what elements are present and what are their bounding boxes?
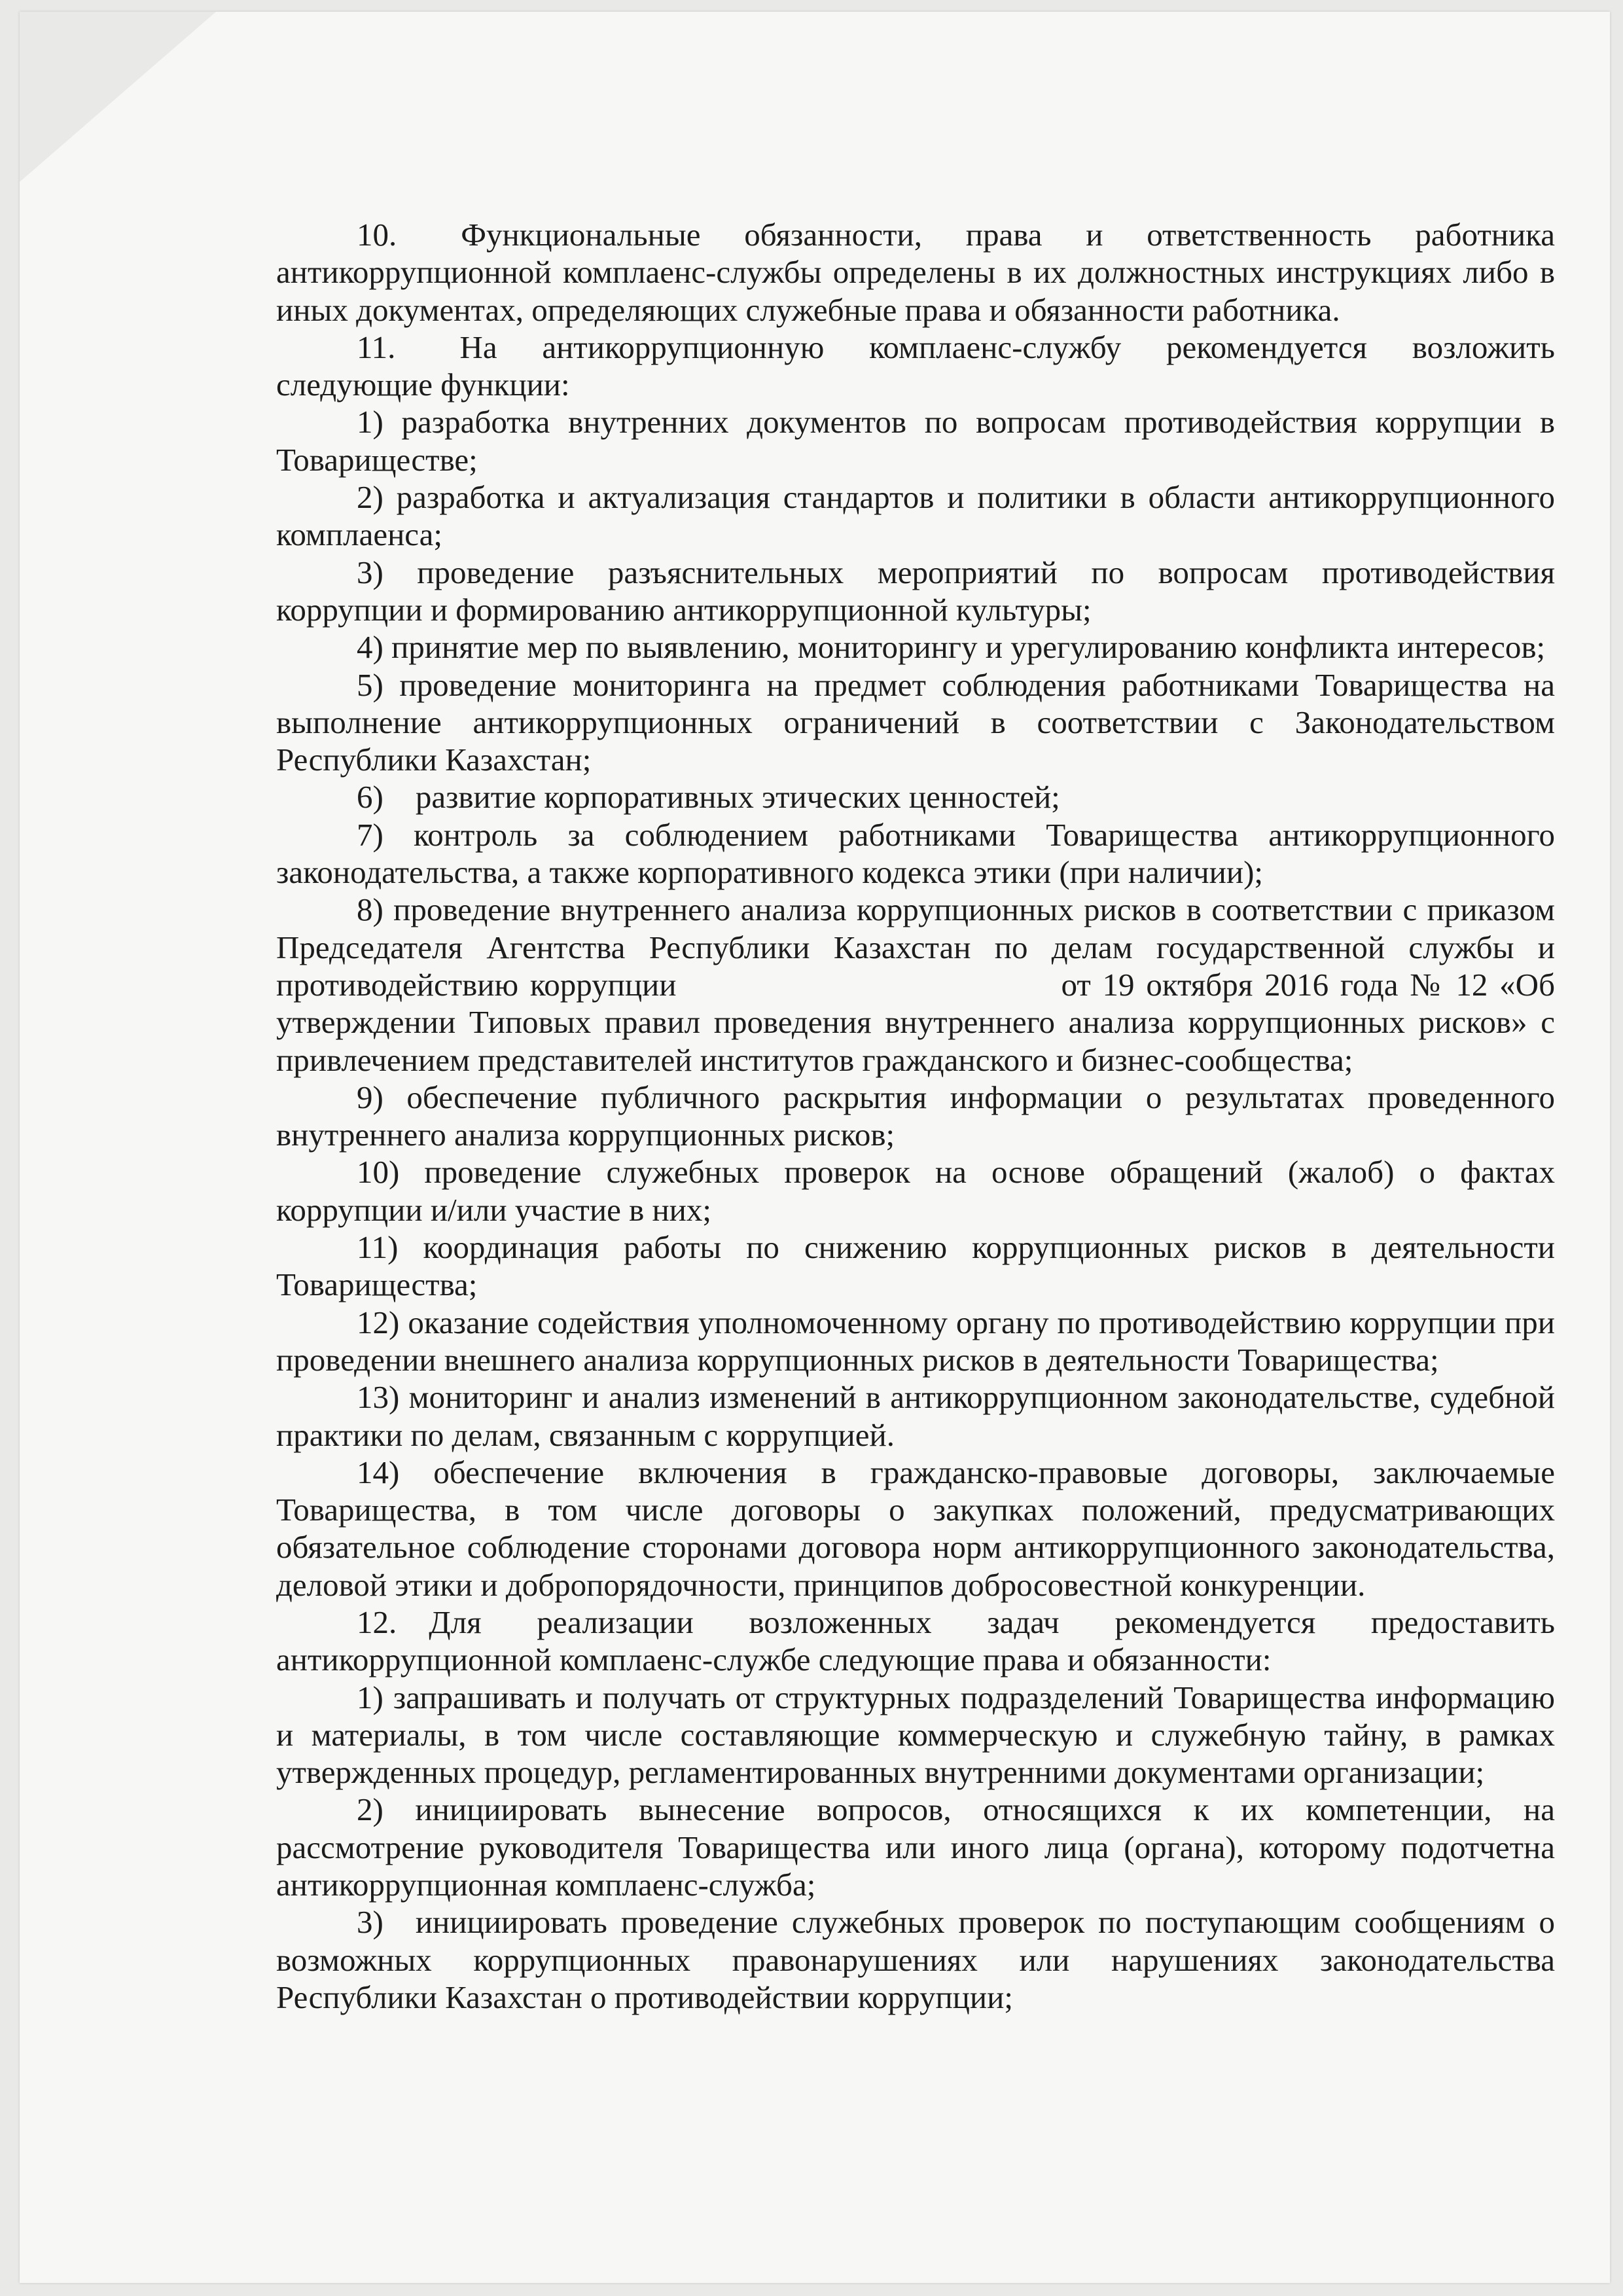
- rights-item-2: 2) инициировать вынесение вопросов, относящихся к их компетенции, на рассмотрение руководителя Товарищества или иного лица (органа), которому подотчетна антикоррупционная комплаенс-служба;: [276, 1791, 1555, 1903]
- document-page: [20, 12, 1610, 2283]
- paragraph-12: 12. Для реализации возложенных задач рекомендуется предоставить антикоррупционной комплаенс-службе следующие права и обязанности:: [276, 1604, 1555, 1678]
- list-item-12: 12) оказание содействия уполномоченному органу по противодействию коррупции при проведении внешнего анализа коррупционных рисков в деятельности Товарищества;: [276, 1304, 1555, 1378]
- list-item-10: 10) проведение служебных проверок на основе обращений (жалоб) о фактах коррупции и/или участие в них;: [276, 1154, 1555, 1228]
- list-item-14: 14) обеспечение включения в гражданско-правовые договоры, заключаемые Товарищества, в том числе договоры о закупках положений, предусматривающих обязательное соблюдение сторонами договора норм антикоррупционного законодательства, деловой этики и добропорядочности, принципов добросовестной конкуренции.: [276, 1454, 1555, 1603]
- list-item-5: 5) проведение мониторинга на предмет соблюдения работниками Товарищества на выполнение антикоррупционных ограничений в соответствии с Законодательством Республики Казахстан;: [276, 666, 1555, 778]
- list-item-9: 9) обеспечение публичного раскрытия информации о результатах проведенного внутреннего анализа коррупционных рисков;: [276, 1079, 1555, 1153]
- list-item-13: 13) мониторинг и анализ изменений в антикоррупционном законодательстве, судебной практики по делам, связанным с коррупцией.: [276, 1379, 1555, 1453]
- list-item-1: 1) разработка внутренних документов по вопросам противодействия коррупции в Товариществе;: [276, 404, 1555, 478]
- rights-item-1: 1) запрашивать и получать от структурных подразделений Товарищества информацию и материалы, в том числе составляющие коммерческую и служебную тайну, в рамках утвержденных процедур, регламентированных внутренними документами организации;: [276, 1679, 1555, 1791]
- list-item-6: 6) развитие корпоративных этических ценностей;: [357, 779, 1060, 816]
- list-item-4: 4) принятие мер по выявлению, мониторингу и урегулированию конфликта интересов;: [357, 629, 1546, 666]
- list-item-8: 8) проведение внутреннего анализа коррупционных рисков в соответствии с приказом Председателя Агентства Республики Казахстан по делам государственной службы и противодействию коррупции от 19 октября 2016 года № 12 «Об утверждении Типовых правил проведения внутреннего анализа коррупционных рисков» с привлечением представителей институтов гражданского и бизнес-сообщества;: [276, 891, 1555, 1078]
- list-item-7: 7) контроль за соблюдением работниками Товарищества антикоррупционного законодательства, а также корпоративного кодекса этики (при наличии);: [276, 816, 1555, 891]
- rights-item-3: 3) инициировать проведение служебных проверок по поступающим сообщениям о возможных коррупционных правонарушениях или нарушениях законодательства Республики Казахстан о противодействии коррупции;: [276, 1904, 1555, 2015]
- document-body: [276, 216, 1555, 2016]
- paragraph-11: 11. На антикоррупционную комплаенс-службу рекомендуется возложить следующие функции:: [276, 329, 1555, 403]
- folded-corner: [20, 12, 216, 182]
- paragraph-10: 10. Функциональные обязанности, права и ответственность работника антикоррупционной комплаенс-службы определены в их должностных инструкциях либо в иных документах, определяющих служебные права и обязанности работника.: [276, 217, 1555, 328]
- list-item-2: 2) разработка и актуализация стандартов и политики в области антикоррупционного комплаенса;: [276, 479, 1555, 553]
- list-item-11: 11) координация работы по снижению коррупционных рисков в деятельности Товарищества;: [276, 1229, 1555, 1303]
- list-item-3: 3) проведение разъяснительных мероприятий по вопросам противодействия коррупции и формированию антикоррупционной культуры;: [276, 554, 1555, 628]
